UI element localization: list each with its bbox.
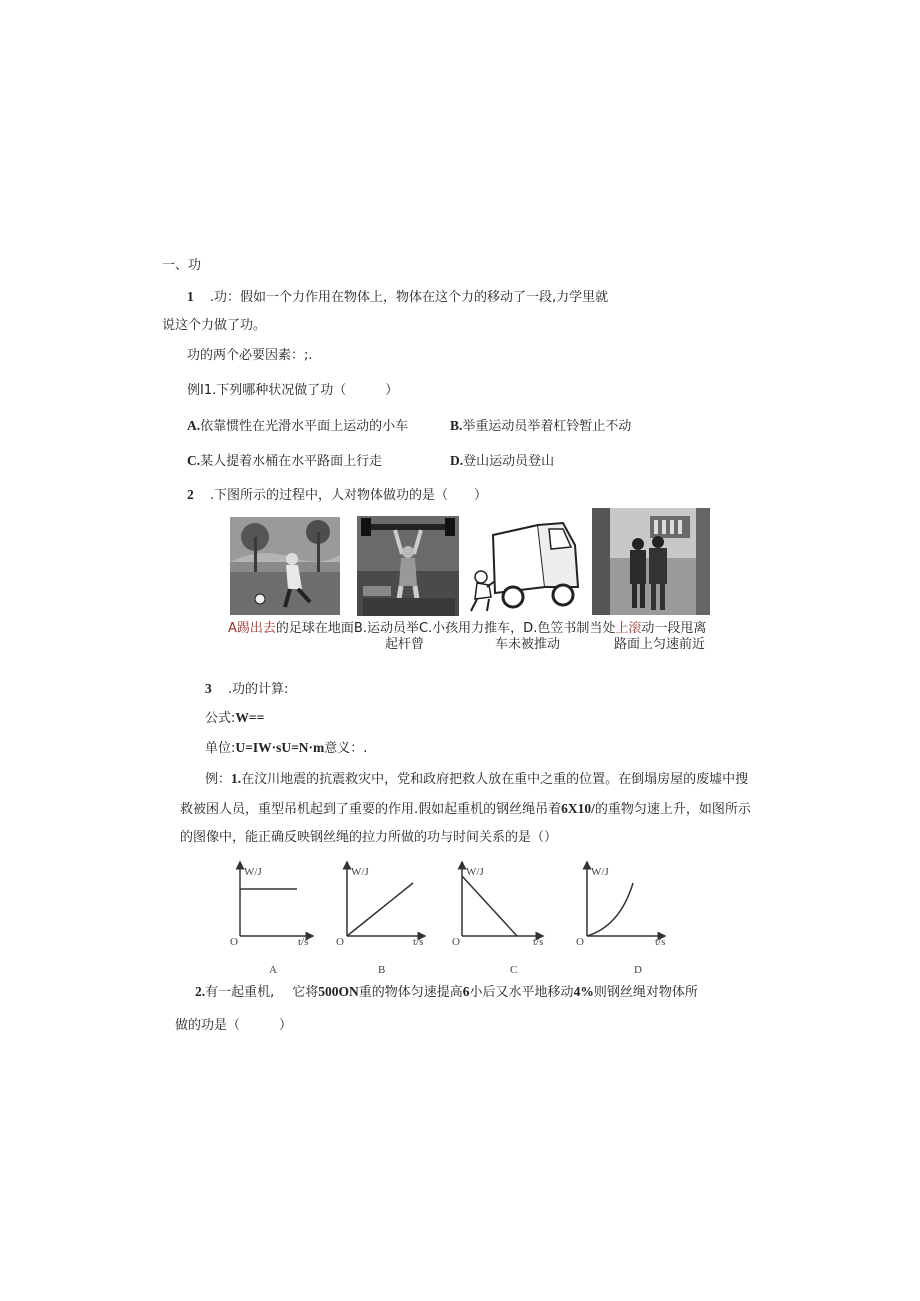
- q1-option-d: D.登山运动员登山: [450, 453, 555, 469]
- graph-b-line: [347, 883, 413, 936]
- caption-d-line2: 路面上匀速前近: [614, 637, 706, 652]
- photo-football-kick: [230, 517, 340, 615]
- graph-options: [225, 858, 685, 983]
- q1-option-b: B.举重运动员举着杠铃暂止不动: [450, 418, 632, 434]
- q3-example-line3: 的图像中，能正确反映钢丝绳的拉力所做的功与时间关系的是（）: [180, 830, 558, 845]
- q2-line: [187, 487, 487, 504]
- graph-d-line: [587, 883, 633, 936]
- caption-b-line2: 起杆曾: [385, 637, 425, 652]
- q3-formula-label: 公式:: [205, 711, 236, 726]
- q3-title: .功的计算:: [227, 682, 289, 697]
- q3-example-line2: 救被困人员，重型吊机起到了重要的作用.假如起重机的钢丝绳吊着6X10/的重物匀速上升，如图所示: [180, 801, 751, 817]
- graph-a-xlabel: t/s: [298, 936, 309, 948]
- graph-svg: [225, 858, 685, 983]
- graph-b-xlabel: t/s: [413, 936, 424, 948]
- q1-definition: .功：假如一个力作用在物体上，物体在这个力的移动了一段,力学里就: [209, 290, 609, 305]
- graph-d-letter: D: [634, 964, 642, 976]
- section-heading: 一、功: [162, 258, 202, 273]
- caption-line1: [228, 621, 706, 637]
- photo-child-pushing-truck: [463, 515, 588, 615]
- caption-c-line2: 车未被推动: [495, 637, 561, 652]
- q3-unit: U=IW·sU=N·m: [235, 740, 325, 755]
- caption-d-rest: 动一段甩离: [641, 621, 707, 636]
- graph-b-ylabel: W/J: [351, 866, 369, 878]
- q4-line2: 做的功是（ ）: [175, 1018, 293, 1033]
- graph-c-line: [462, 876, 517, 936]
- q2-number: 2: [187, 487, 194, 502]
- graph-a-letter: A: [269, 964, 277, 976]
- q1-option-a: A.依靠惯性在光滑水平面上运动的小车: [187, 418, 409, 434]
- q3-unit-line: [205, 740, 367, 757]
- graph-b-origin: O: [336, 936, 344, 948]
- q1-line1: [187, 289, 608, 306]
- graph-a-origin: O: [230, 936, 238, 948]
- q3-number: 3: [205, 681, 212, 696]
- graph-d-xlabel: t/s: [655, 936, 666, 948]
- q3-formula-line: [205, 710, 264, 727]
- q3-example-line1: 例：1.在汶川地震的抗震救灾中，党和政府把救人放在重中之重的位置。在倒塌房屋的废墟中搜: [205, 771, 749, 787]
- q2-question: .下图所示的过程中，人对物体做功的是（ ）: [209, 488, 488, 503]
- graph-c-origin: O: [452, 936, 460, 948]
- q1-factors: 功的两个必要因素：;.: [187, 348, 313, 363]
- q3-title-line: [205, 681, 288, 698]
- graph-a-ylabel: W/J: [244, 866, 262, 878]
- graph-c-xlabel: t/s: [533, 936, 544, 948]
- caption-a-rest: 的足球在地面: [275, 621, 354, 636]
- q4-line1: 2.有一起重机, 它将500ON重的物体匀速提高6小后又水平地移动4%则钢丝绳对物体所: [195, 984, 698, 1000]
- q1-number: 1: [187, 289, 194, 304]
- graph-c-letter: C: [510, 964, 518, 976]
- q3-meaning: 意义：.: [324, 741, 368, 756]
- q1-option-c: C.某人提着水桶在水平路面上行走: [187, 453, 383, 469]
- caption-a-red: A踢出去: [228, 621, 276, 636]
- q1-example: 例I1.下列哪种状况做了功（ ）: [187, 383, 399, 398]
- graph-d-origin: O: [576, 936, 584, 948]
- graph-d-ylabel: W/J: [591, 866, 609, 878]
- caption-d-red: 上滚: [615, 621, 642, 636]
- photo-weightlifter: [357, 516, 459, 616]
- graph-c-ylabel: W/J: [466, 866, 484, 878]
- caption-bcd: B.运动员举C.小孩用力推车，D.色笠书制当处: [353, 621, 616, 636]
- photo-people-walking: [592, 508, 710, 615]
- q1-line2: 说这个力做了功。: [162, 318, 267, 333]
- graph-b-letter: B: [378, 964, 386, 976]
- q3-unit-label: 单位:: [205, 741, 236, 756]
- q3-formula: W==: [235, 710, 265, 725]
